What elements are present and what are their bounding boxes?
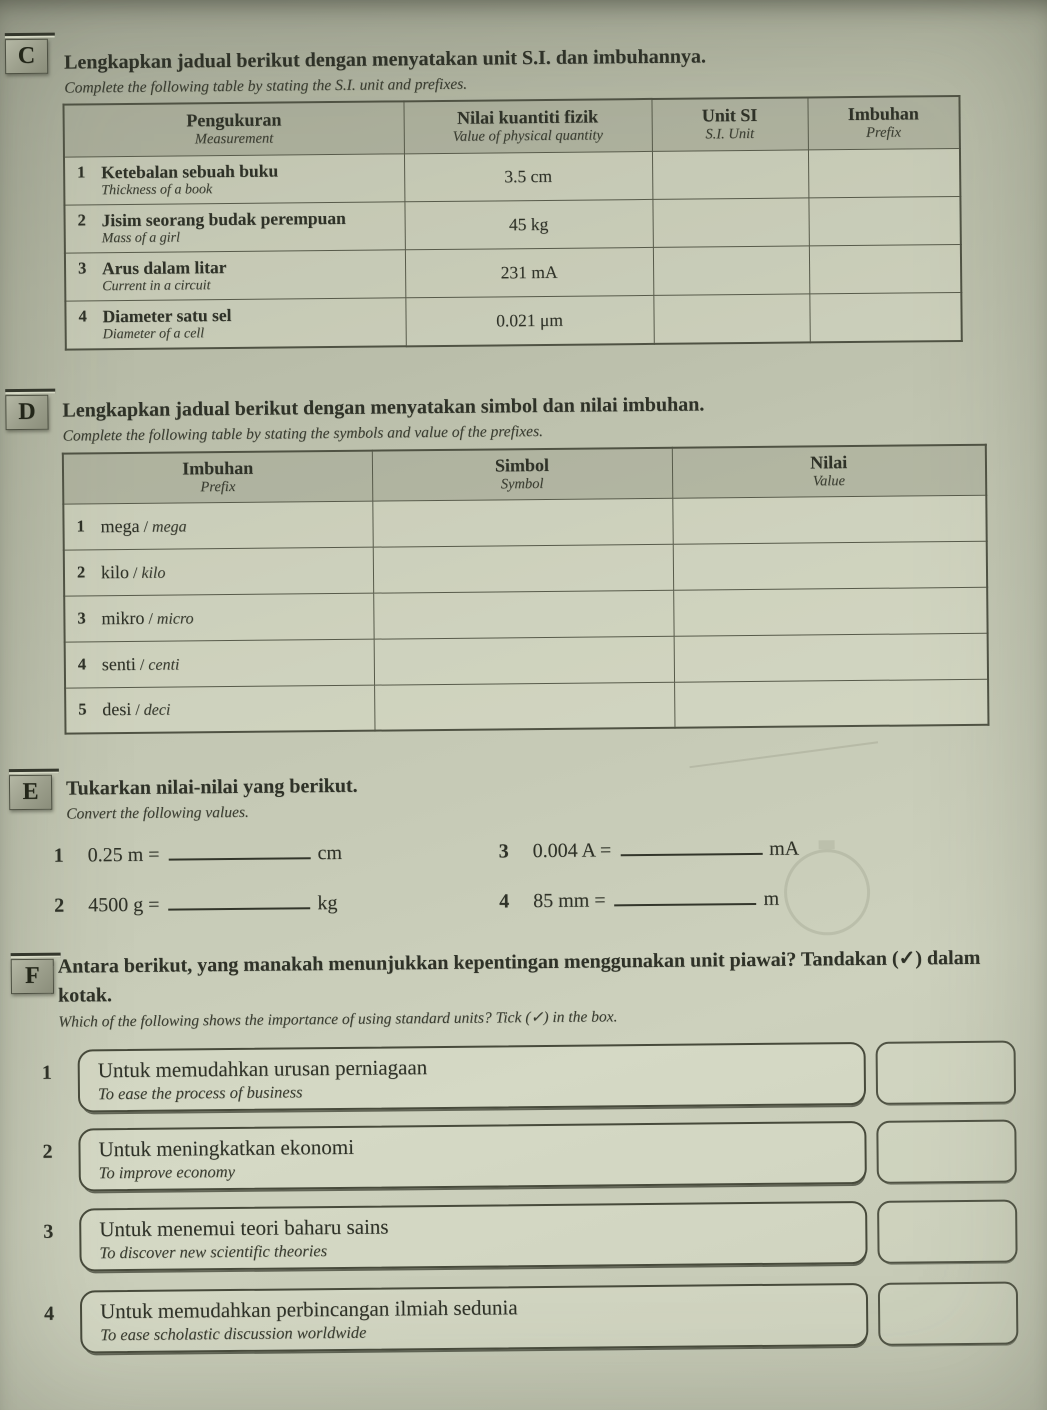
section-f-heading <box>58 943 1017 1031</box>
tick-option-row <box>42 1040 1017 1112</box>
section-letter-e: E <box>9 775 52 810</box>
section-d-heading <box>62 388 982 446</box>
answer-cell-value[interactable] <box>672 495 986 544</box>
statement-card <box>78 1121 867 1192</box>
answer-cell-si-unit[interactable] <box>652 197 808 246</box>
answer-cell-prefix[interactable] <box>809 244 961 293</box>
answer-cell-symbol[interactable] <box>373 590 673 639</box>
prefix-cell <box>65 685 374 734</box>
tick-option-row <box>43 1199 1018 1271</box>
answer-cell-value[interactable] <box>674 633 988 682</box>
measurement-en: Mass of a girl <box>101 229 181 246</box>
answer-blank[interactable] <box>168 844 310 860</box>
prefix-en: mega <box>151 517 187 536</box>
slash-separator: / <box>139 656 145 674</box>
item-number: 1 <box>53 844 64 867</box>
tick-box[interactable] <box>877 1199 1018 1263</box>
prefix-en: kilo <box>141 564 166 582</box>
statement-en: To ease scholastic discussion worldwide <box>100 1322 367 1345</box>
prefix-ms: mega <box>100 515 140 536</box>
table-row <box>64 196 960 253</box>
answer-blank[interactable] <box>614 890 756 906</box>
section-c-heading <box>64 40 964 98</box>
answer-cell-value[interactable] <box>673 541 987 590</box>
table-header-row <box>63 96 959 157</box>
quantity-value: 45 kg <box>404 199 652 249</box>
col-header-symbol: Simbol Symbol <box>372 448 672 501</box>
statement-en: To improve economy <box>98 1161 236 1183</box>
row-number: 4 <box>78 305 87 325</box>
section-label-f <box>11 953 61 994</box>
conversion-item <box>499 888 779 914</box>
statement-ms: Untuk meningkatkan ekonomi <box>98 1134 355 1162</box>
table-row <box>65 679 988 734</box>
answer-cell-symbol[interactable] <box>374 682 674 731</box>
slash-separator: / <box>135 702 140 720</box>
slash-separator: / <box>148 610 153 628</box>
item-number: 3 <box>498 840 509 863</box>
prefix-cell <box>65 639 374 688</box>
prefix-en: deci <box>143 701 171 720</box>
table-row <box>65 292 961 349</box>
si-unit-table <box>62 95 962 350</box>
answer-blank[interactable] <box>168 894 310 910</box>
answer-cell-prefix[interactable] <box>809 292 961 342</box>
measurement-ms: Diameter satu sel <box>102 304 232 326</box>
prefix-ms: senti <box>101 653 136 674</box>
conversion-unit: cm <box>317 841 343 865</box>
row-number: 2 <box>76 561 86 581</box>
conversion-expression: 4500 g = <box>88 893 160 917</box>
bleed-through-pencil-line <box>689 741 878 768</box>
option-number: 3 <box>43 1220 54 1243</box>
prefix-table <box>62 444 990 735</box>
section-tab-bar <box>11 953 61 958</box>
col-header-value: Nilai Value <box>672 445 986 498</box>
section-e-heading <box>66 768 766 824</box>
prefix-ms: kilo <box>100 561 130 582</box>
statement-ms: Untuk memudahkan perbincangan ilmiah sedunia <box>99 1295 518 1324</box>
section-e-title-en: Convert the following values. <box>66 803 249 823</box>
section-f-title-en: Which of the following shows the importance of using standard units? Tick (✓) in the box. <box>58 1008 618 1031</box>
measurement-cell <box>64 201 404 252</box>
option-number: 2 <box>42 1140 53 1163</box>
measurement-cell <box>64 153 404 204</box>
row-number: 3 <box>77 607 86 627</box>
row-number: 1 <box>77 161 86 181</box>
conversion-item <box>54 892 337 918</box>
bleed-through-stopwatch <box>784 849 871 936</box>
option-number: 1 <box>41 1061 52 1084</box>
section-tab-bar <box>5 389 55 394</box>
statement-card <box>78 1042 867 1113</box>
prefix-ms: mikro <box>101 607 145 628</box>
section-label-c <box>5 33 55 74</box>
section-tab-bar <box>5 33 55 38</box>
measurement-en: Thickness of a book <box>101 181 213 198</box>
measurement-ms: Jisim seorang budak perempuan <box>101 207 346 230</box>
measurement-ms: Ketebalan sebuah buku <box>101 160 279 182</box>
section-f-title-ms: Antara berikut, yang manakah menunjukkan kepentingan menggunakan unit piawai? Tandakan (✓) dalam kotak. <box>57 946 981 1007</box>
section-d-title-ms: Lengkapkan jadual berikut dengan menyatakan simbol dan nilai imbuhan. <box>62 393 705 422</box>
slash-separator: / <box>143 518 149 536</box>
slash-separator: / <box>132 564 138 582</box>
prefix-cell <box>63 501 372 550</box>
answer-cell-si-unit[interactable] <box>653 293 809 343</box>
conversion-item <box>499 838 800 864</box>
row-number: 4 <box>77 653 87 673</box>
prefix-cell <box>64 593 373 642</box>
table-header-row <box>63 445 986 504</box>
answer-cell-value[interactable] <box>673 587 987 636</box>
measurement-en: Diameter of a cell <box>102 325 205 342</box>
conversion-expression: 85 mm = <box>533 889 606 913</box>
col-header-si-unit: Unit SI S.I. Unit <box>651 97 807 150</box>
prefix-ms: desi <box>102 699 132 720</box>
answer-cell-prefix[interactable] <box>808 148 960 197</box>
statement-en: To ease the process of business <box>97 1082 303 1104</box>
quantity-value: 231 mA <box>405 247 653 297</box>
conversion-unit: m <box>763 887 780 910</box>
statement-ms: Untuk menemui teori baharu sains <box>99 1214 389 1242</box>
col-header-value: Nilai kuantiti fizik Value of physical quantity <box>403 99 651 153</box>
conversion-expression: 0.004 A = <box>532 839 612 863</box>
answer-cell-symbol[interactable] <box>374 636 674 685</box>
row-number: 1 <box>76 515 85 535</box>
tick-box[interactable] <box>878 1281 1019 1345</box>
statement-card <box>80 1283 869 1354</box>
answer-cell-prefix[interactable] <box>808 196 960 245</box>
option-number: 4 <box>43 1302 55 1325</box>
section-letter-f: F <box>11 959 54 994</box>
prefix-en: micro <box>156 609 194 628</box>
table-row <box>65 244 961 301</box>
section-letter-c: C <box>5 39 48 74</box>
col-header-measurement: Pengukuran Measurement <box>63 101 403 156</box>
measurement-ms: Arus dalam litar <box>101 256 227 278</box>
section-c-title-en: Complete the following table by stating the S.I. unit and prefixes. <box>64 75 468 97</box>
measurement-cell <box>65 249 405 300</box>
tick-box[interactable] <box>876 1119 1017 1183</box>
table-row <box>64 148 960 205</box>
row-number: 2 <box>77 209 86 229</box>
prefix-cell <box>64 547 373 596</box>
conversion-unit: kg <box>317 891 338 915</box>
quantity-value: 3.5 cm <box>404 151 652 201</box>
item-number: 2 <box>54 894 65 917</box>
section-letter-d: D <box>5 395 48 430</box>
tick-box[interactable] <box>876 1040 1017 1104</box>
section-label-e <box>9 769 59 810</box>
statement-card <box>79 1201 868 1272</box>
answer-cell-symbol[interactable] <box>373 544 673 593</box>
answer-cell-si-unit[interactable] <box>653 245 809 294</box>
answer-cell-si-unit[interactable] <box>652 149 808 198</box>
conversion-item <box>54 842 342 868</box>
statement-en: To discover new scientific theories <box>99 1241 328 1263</box>
col-header-prefix: Imbuhan Prefix <box>63 451 372 504</box>
conversion-expression: 0.25 m = <box>87 843 160 867</box>
section-e-title-ms: Tukarkan nilai-nilai yang berikut. <box>65 774 358 800</box>
row-number: 5 <box>78 699 87 719</box>
section-c-title-ms: Lengkapkan jadual berikut dengan menyatakan unit S.I. dan imbuhannya. <box>63 45 707 74</box>
section-label-d <box>5 389 55 430</box>
measurement-en: Current in a circuit <box>102 277 211 294</box>
answer-cell-symbol[interactable] <box>372 498 672 547</box>
section-tab-bar <box>9 769 59 774</box>
answer-blank[interactable] <box>620 840 762 856</box>
statement-ms: Untuk memudahkan urusan perniagaan <box>97 1055 428 1083</box>
tick-option-row <box>42 1119 1017 1191</box>
item-number: 4 <box>499 890 510 913</box>
measurement-cell <box>65 297 405 349</box>
answer-cell-value[interactable] <box>674 679 988 728</box>
tick-option-row <box>44 1281 1019 1353</box>
conversion-unit: mA <box>769 837 800 860</box>
col-header-prefix: Imbuhan Prefix <box>807 96 959 149</box>
prefix-en: centi <box>148 656 180 674</box>
quantity-value: 0.021 μm <box>405 295 653 346</box>
row-number: 3 <box>77 257 87 277</box>
section-d-title-en: Complete the following table by stating the symbols and value of the prefixes. <box>62 423 544 445</box>
